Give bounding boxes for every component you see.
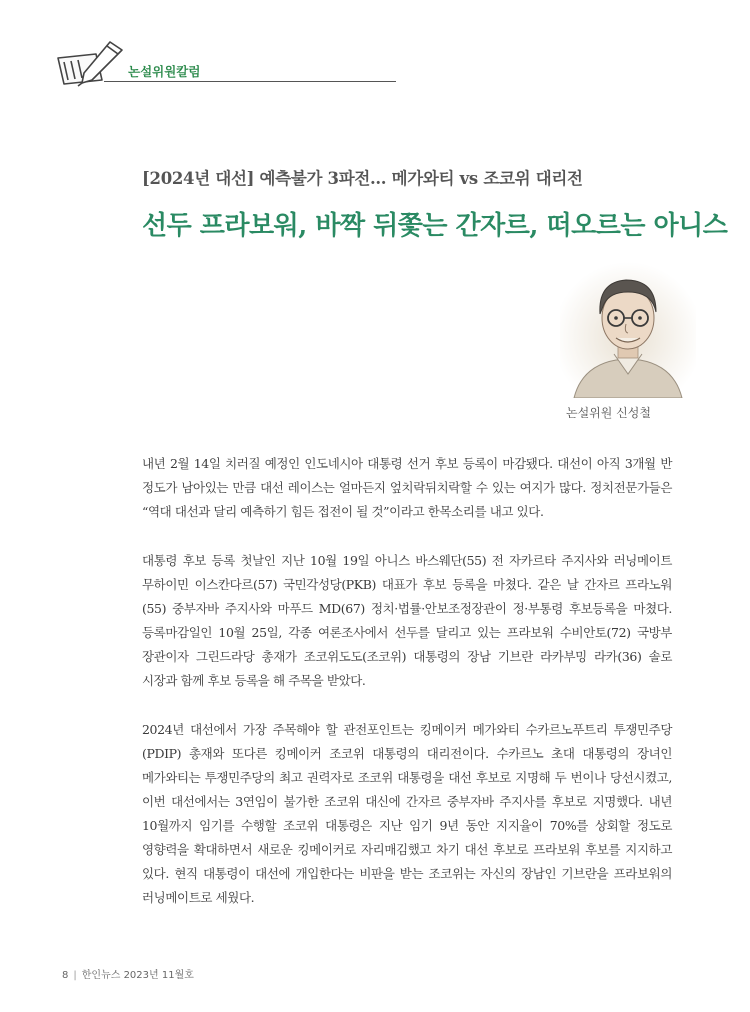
author-byline: 논설위원 신성철 <box>566 406 651 420</box>
article-subtitle: [2024년 대선] 예측불가 3파전… 메가와티 vs 조코위 대리전 <box>142 168 583 188</box>
article-headline: 선두 프라보워, 바짝 뒤쫓는 간자르, 떠오르는 아니스 <box>142 211 728 242</box>
article-paragraph: 대통령 후보 등록 첫날인 지난 10월 19일 아니스 바스웨단(55) 전 자카르타 주지사와 러닝메이트 무하이민 이스칸다르(57) 국민각성당(PKB) 대표가 후보 등록을 마쳤다. 같은 날 간자르 프라노워(55) 중부자바 주지사와 마푸드 MD(67) 정치·법률·안보조정장관이 정·부통령 후보등록을 마쳤다. 등록마감일인 10월 25일, 각종 여론조사에서 선두를 달리고 있는 프라보워 수비안토(72) 국방부 장관이자 그린드라당 총재가 조코위도도(조코위) 대통령의 장남 기브란 라카부밍 라카(36) 솔로 시장과 함께 후보 등록을 해 주목을 받았다. <box>142 553 672 688</box>
section-divider <box>104 81 396 82</box>
article-paragraph: 2024년 대선에서 가장 주목해야 할 관전포인트는 킹메이커 메가와티 수카르노푸트리 투쟁민주당(PDIP) 총재와 또다른 킹메이커 조코위 대통령의 대리전이다. 수카르노 초대 대통령의 장녀인 메가와티는 투쟁민주당의 최고 권력자로 조코위 대통령을 대선 후보로 지명해 두 번이나 당선시켰고, 이번 대선에서는 3연임이 불가한 조코위 대신에 간자르 중부자바 주지사를 후보로 지명했다. 내년 10월까지 임기를 수행할 조코위 대통령은 지난 임기 9년 동안 지지율이 70%를 상회할 정도로 영향력을 확대하면서 새로운 킹메이커로 자리매김했고 차기 대선 후보로 프라보워 후보를 지지하고 있다. 현직 대통령이 대선에 개입한다는 비판을 받는 조코위는 자신의 장남인 기브란을 프라보워의 러닝메이트로 세웠다. <box>142 722 672 905</box>
author-portrait <box>560 262 696 398</box>
publication-name: 한인뉴스 2023년 11월호 <box>81 970 194 981</box>
article-paragraph: 내년 2월 14일 치러질 예정인 인도네시아 대통령 선거 후보 등록이 마감됐다. 대선이 아직 3개월 반 정도가 남아있는 만큼 대선 레이스는 얼마든지 엎치락뒤치락할 수 있는 여지가 많다. 정치전문가들은 “역대 대선과 달리 예측하기 힘든 접전이 될 것”이라고 한목소리를 내고 있다. <box>142 456 672 519</box>
footer-separator: | <box>73 970 77 981</box>
page-number: 8 <box>62 970 69 981</box>
section-label: 논설위원칼럼 <box>128 64 201 79</box>
pen-writing-icon <box>52 40 128 92</box>
article-body <box>142 452 672 935</box>
section-header <box>52 40 352 92</box>
page-footer <box>62 966 194 981</box>
